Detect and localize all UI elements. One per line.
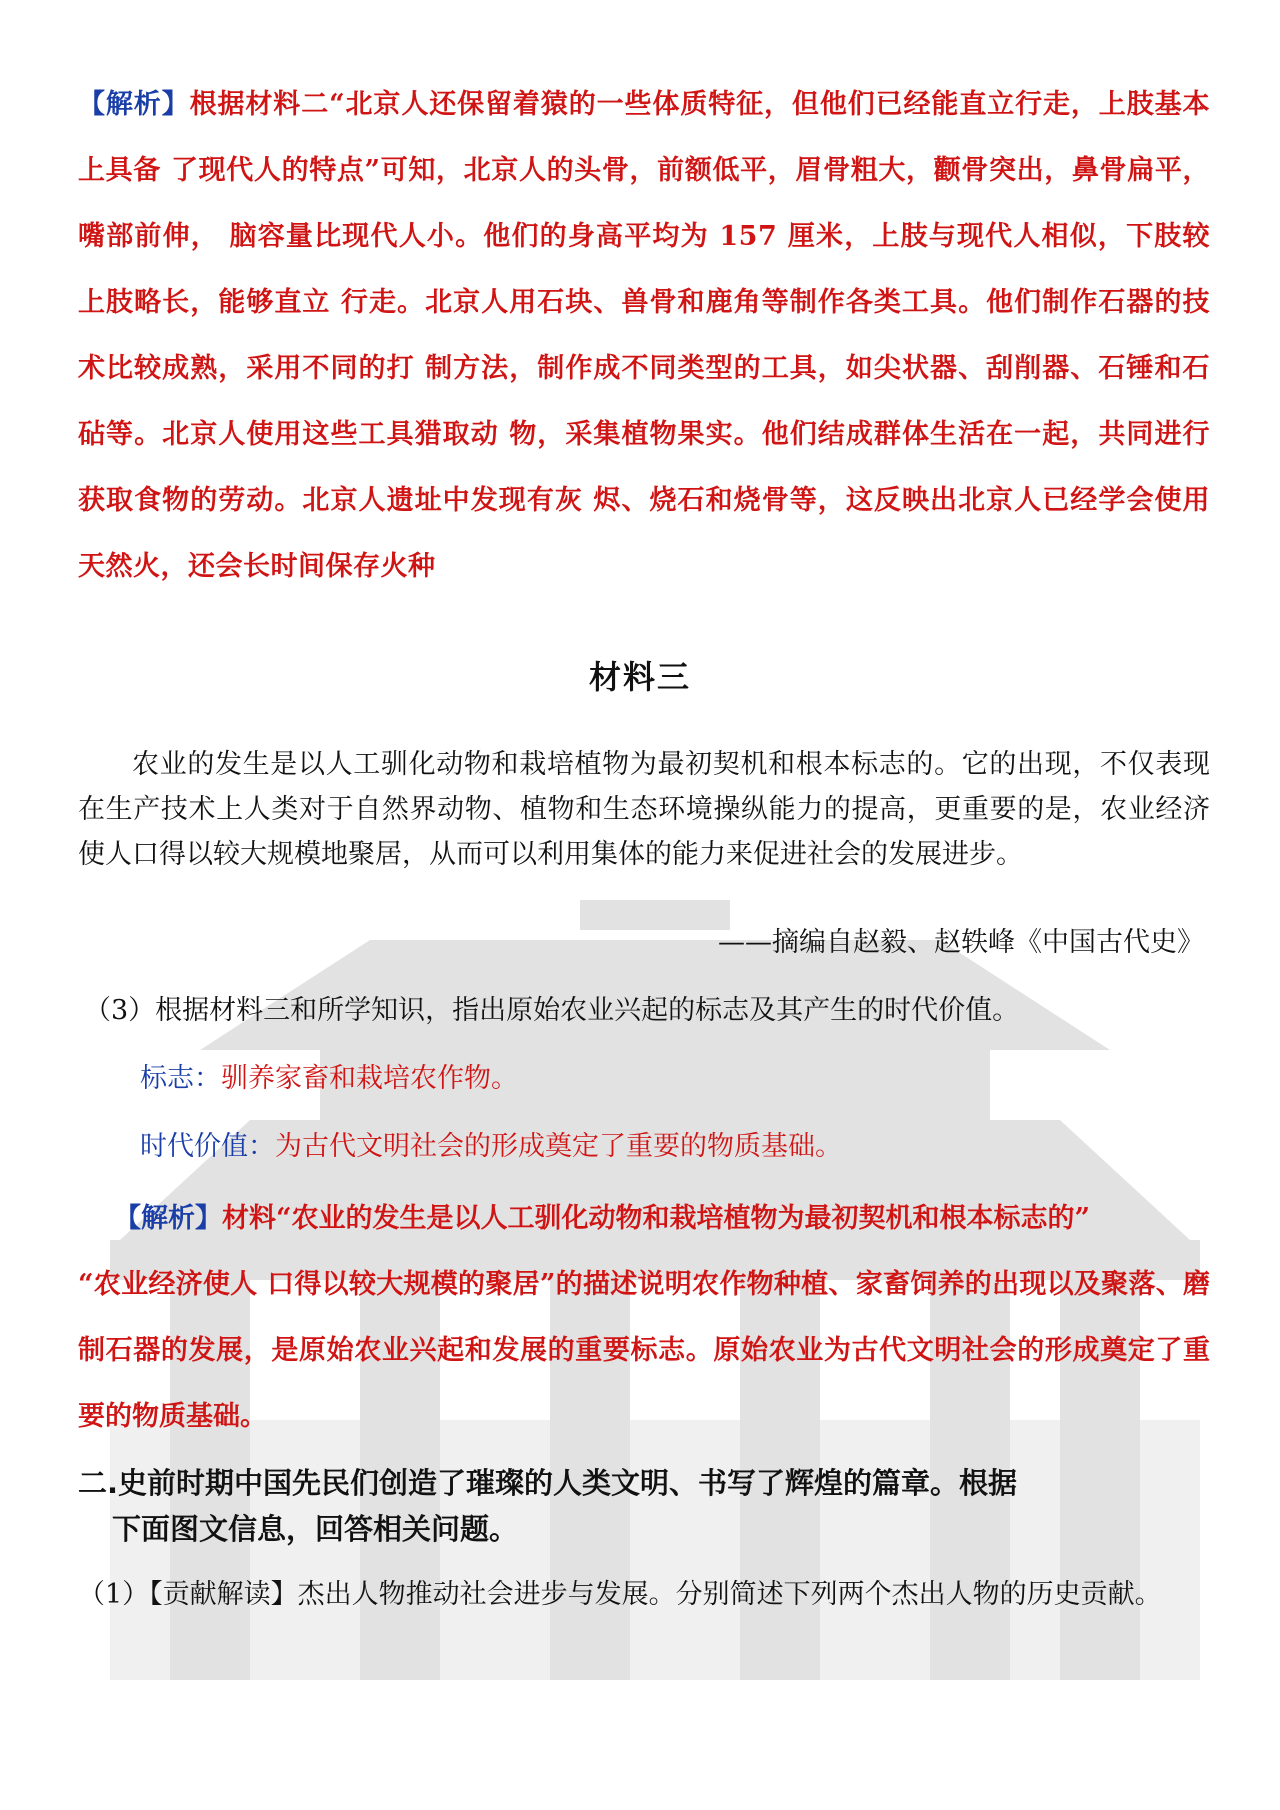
analysis-2-rest: “农业经济使人 口得以较大规模的聚居”的描述说明农作物种植、家畜饲养的出现以及聚落、磨制石器的发展，是原始农业兴起和发展的重要标志。原始农业为古代文明社会的形成奠定了重要的物质基础。 bbox=[78, 1269, 1210, 1432]
answer-value-text: 为古代文明社会的形成奠定了重要的物质基础。 bbox=[275, 1131, 842, 1162]
section-two-heading bbox=[78, 1460, 1218, 1552]
analysis-text: 根据材料二“北京人还保留着猿的一些体质特征，但他们已经能直立行走，上肢基本上具备 了现代人的特点”可知，北京人的头骨，前额低平，眉骨粗大，颧骨突出，鼻骨扁平，嘴部前伸， 脑容量比现代人小。他们的身高平均为 157 厘米，上肢与现代人相似，下肢较上肢略长，能够直立 行走。北京人用石块、兽骨和鹿角等制作各类工具。他们制作石器的技术比较成熟，采用不同的打 制方法，制作成不同类型的工具，如尖状器、刮削器、石锤和石砧等。北京人使用这些工具猎取动 物，采集植物果实。他们结成群体生活在一起，共同进行获取食物的劳动。北京人遗址中发现有灰 烬、烧石和烧骨等，这反映出北京人已经学会使用天然火，还会长时间保存火种 bbox=[78, 89, 1211, 582]
answer-sign-label: 标志： bbox=[140, 1063, 221, 1094]
analysis-paragraph-2 bbox=[78, 1186, 1210, 1450]
answer-sign-text: 驯养家畜和栽培农作物。 bbox=[221, 1063, 518, 1094]
analysis-2-label: 【解析】 bbox=[114, 1203, 222, 1234]
analysis-2-line-1 bbox=[78, 1186, 1210, 1252]
answer-sign bbox=[140, 1056, 518, 1095]
section-two-line-1: 二.史前时期中国先民们创造了璀璨的人类文明、书写了辉煌的篇章。根据 bbox=[78, 1466, 1018, 1500]
material-body: 农业的发生是以人工驯化动物和栽培植物为最初契机和根本标志的。它的出现，不仅表现在生产技术上人类对于自然界动物、植物和生态环境操纵能力的提高，更重要的是，农业经济使人口得以较大规模地聚居，从而可以利用集体的能力来促进社会的发展进步。 bbox=[78, 749, 1210, 870]
section-two-line-2: 下面图文信息，回答相关问题。 bbox=[112, 1512, 519, 1546]
question-3: （3）根据材料三和所学知识，指出原始农业兴起的标志及其产生的时代价值。 bbox=[84, 995, 1020, 1026]
question-1: （1）【贡献解读】杰出人物推动社会进步与发展。分别简述下列两个杰出人物的历史贡献。 bbox=[78, 1579, 1162, 1610]
analysis-label: 【解析】 bbox=[78, 89, 190, 120]
material-title: 材料三 bbox=[588, 658, 691, 696]
material-source: ——摘编自赵毅、赵轶峰《中国古代史》 bbox=[718, 927, 1204, 958]
answer-value bbox=[140, 1124, 842, 1163]
analysis-2-line-1-text: 材料“农业的发生是以人工驯化动物和栽培植物为最初契机和根本标志的” bbox=[222, 1203, 1091, 1234]
analysis-paragraph-1 bbox=[78, 72, 1210, 600]
answer-value-label: 时代价值： bbox=[140, 1131, 275, 1162]
